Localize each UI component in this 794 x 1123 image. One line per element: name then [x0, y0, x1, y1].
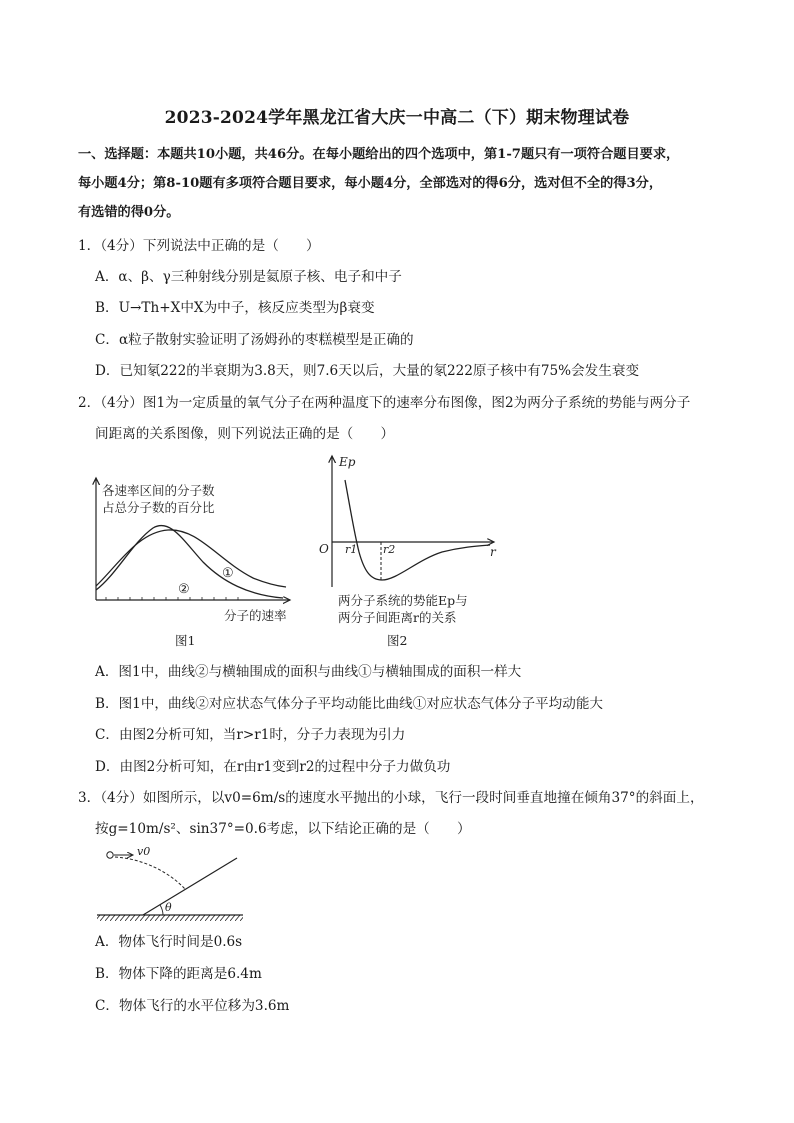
question-1-option-a: A．α、β、γ三种射线分别是氦原子核、电子和中子 [95, 269, 402, 285]
section-line-3: 有选错的得0分。 [78, 205, 180, 220]
figure-2-xlabel: r [490, 545, 496, 559]
figure-2-curve [345, 480, 490, 580]
question-1-option-c: C．α粒子散射实验证明了汤姆孙的枣糕模型是正确的 [95, 332, 414, 348]
question-3-option-a: A．物体飞行时间是0.6s [95, 934, 243, 950]
figure-1-curve-1-label: ① [222, 566, 234, 581]
question-2-option-c: C．由图2分析可知，当r>r1时，分子力表现为引力 [95, 727, 406, 743]
figure-2-r1-label: r1 [345, 543, 358, 556]
section-instructions [78, 140, 778, 227]
figure-2-caption: 图2 [387, 633, 408, 648]
figure-2-desc-line-2: 两分子间距离r的关系 [338, 610, 457, 625]
question-2-option-d: D．由图2分析可知，在r由r1变到r2的过程中分子力做负功 [95, 759, 451, 775]
figure-1-xlabel: 分子的速率 [224, 608, 287, 623]
question-2-stem-line-2: 间距离的关系图像，则下列说法正确的是（ ） [95, 426, 395, 442]
question-3-option-c: C．物体飞行的水平位移为3.6m [95, 998, 290, 1014]
figure-3-trajectory [115, 857, 185, 889]
question-2-stem-line-1: 2．（4分）图1为一定质量的氧气分子在两种温度下的速率分布图像，图2为两分子系统的势能与两分子 [78, 395, 691, 411]
figure-3-angle-arc [160, 905, 163, 915]
question-2-option-b: B．图1中，曲线②对应状态气体分子平均动能比曲线①对应状态气体分子平均动能大 [95, 696, 604, 712]
figure-1-speed-distribution [88, 470, 298, 655]
figure-1-ylabel-line-2: 占总分子数的百分比 [102, 500, 215, 515]
question-3-option-b: B．物体下降的距离是6.4m [95, 966, 262, 982]
figure-2-origin: O [319, 542, 329, 556]
figure-3-incline [143, 858, 237, 915]
page-title: 2023-2024学年黑龙江省大庆一中高二（下）期末物理试卷 [164, 108, 630, 128]
figure-1-caption: 图1 [175, 633, 196, 648]
question-1-stem: 1．（4分）下列说法中正确的是（ ） [78, 238, 320, 254]
figure-3-theta-label: θ [165, 901, 172, 914]
question-3-stem-line-2: 按g=10m/s²、sin37°=0.6考虑，以下结论正确的是（ ） [95, 821, 471, 837]
figure-1-ylabel-line-1: 各速率区间的分子数 [102, 483, 215, 498]
question-1-option-d: D．已知氡222的半衰期为3.8天，则7.6天以后，大量的氡222原子核中有75%会发生衰变 [95, 363, 640, 379]
figure-1-curve-2-label: ② [178, 582, 190, 597]
section-line-1: 一、选择题：本题共10小题，共46分。在每小题给出的四个选项中，第1-7题只有一项符合题目要求， [78, 147, 680, 162]
figure-3-v0-label: v0 [137, 845, 151, 858]
section-line-2: 每小题4分；第8-10题有多项符合题目要求，每小题4分，全部选对的得6分，选对但不全的得3分， [78, 176, 663, 191]
figure-2-r2-label: r2 [383, 543, 396, 556]
question-2-option-a: A．图1中，曲线②与横轴围成的面积与曲线①与横轴围成的面积一样大 [95, 664, 522, 680]
question-3-stem-line-1: 3．（4分）如图所示，以v0=6m/s的速度水平抛出的小球，飞行一段时间垂直地撞在倾角37°的斜面上， [78, 790, 704, 806]
figure-3-ground-hatching [97, 915, 243, 921]
question-1-option-b: B．U→Th+X中X为中子，核反应类型为β衰变 [95, 300, 375, 316]
figure-2-ylabel: Ep [339, 455, 356, 469]
figure-3-projectile-incline [95, 843, 245, 925]
figure-3-ball [107, 852, 113, 858]
figure-2-desc-line-1: 两分子系统的势能Ep与 [338, 593, 468, 608]
figure-2-potential-energy [312, 452, 502, 652]
